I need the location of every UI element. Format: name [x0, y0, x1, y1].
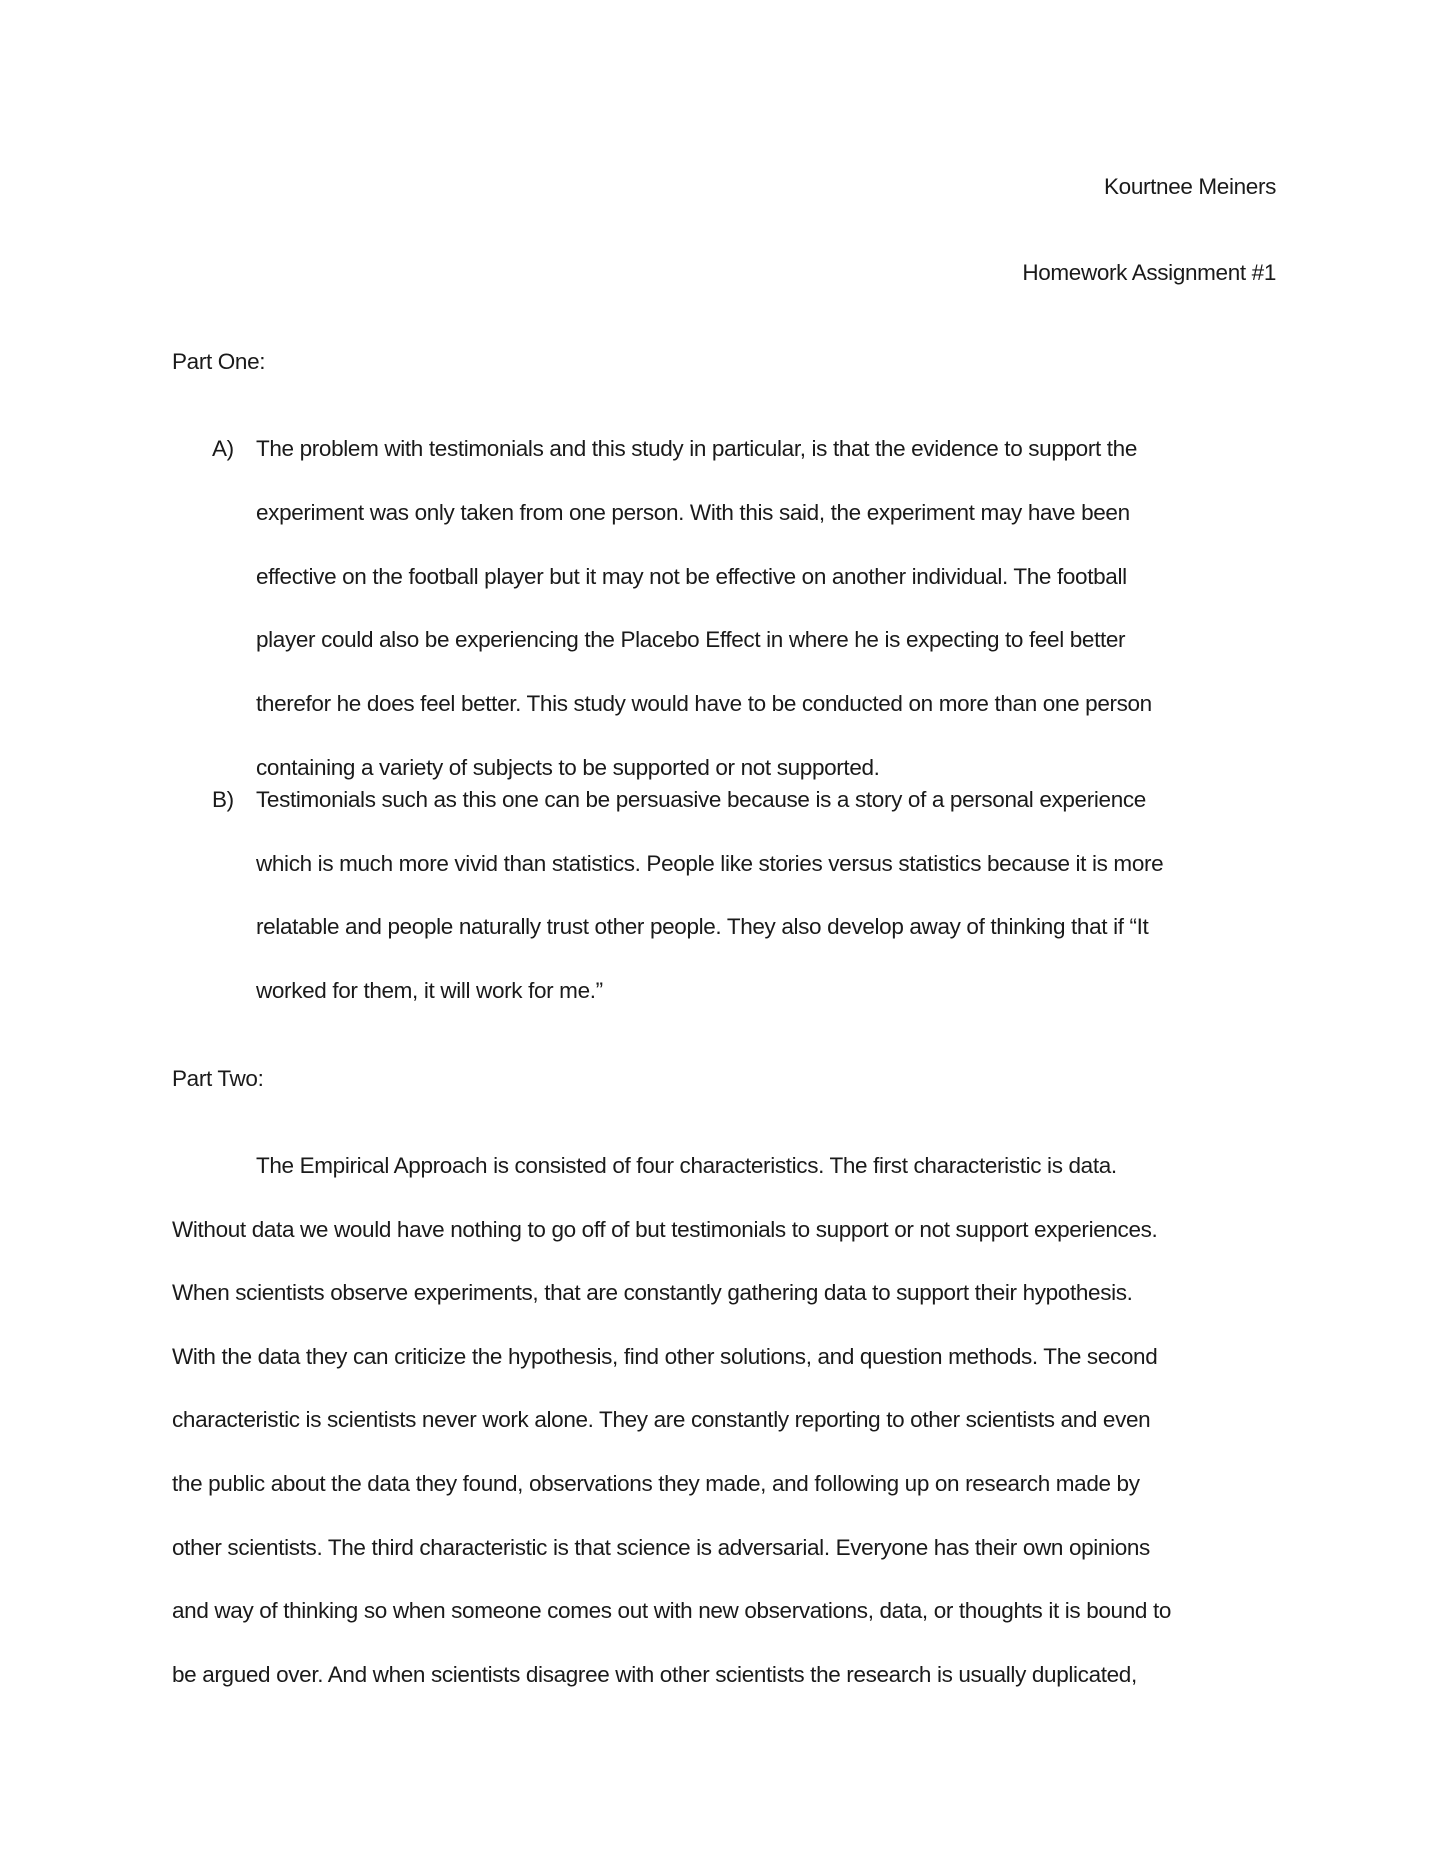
item-b-line-2: which is much more vivid than statistics. People like stories versus statistics because it is more — [256, 851, 1164, 876]
part-one-heading: Part One: — [172, 349, 266, 374]
item-a-line-2: experiment was only taken from one person. With this said, the experiment may have been — [256, 500, 1130, 525]
item-b-line-3: relatable and people naturally trust other people. They also develop away of thinking that if “It — [256, 914, 1149, 939]
item-b-line-4: worked for them, it will work for me.” — [256, 978, 603, 1003]
item-a-line-6: containing a variety of subjects to be supported or not supported. — [256, 755, 880, 780]
part-two-line-4: With the data they can criticize the hypothesis, find other solutions, and question methods. The second — [172, 1344, 1158, 1369]
list-marker-b: B) — [212, 787, 234, 812]
part-two-line-6: the public about the data they found, observations they made, and following up on research made by — [172, 1471, 1140, 1496]
part-two-line-3: When scientists observe experiments, that are constantly gathering data to support their hypothesis. — [172, 1280, 1133, 1305]
item-b-line-1: Testimonials such as this one can be persuasive because is a story of a personal experience — [256, 787, 1146, 812]
part-two-line-1: The Empirical Approach is consisted of four characteristics. The first characteristic is data. — [256, 1153, 1117, 1178]
author-name: Kourtnee Meiners — [1104, 174, 1276, 199]
part-two-line-7: other scientists. The third characteristic is that science is adversarial. Everyone has their own opinions — [172, 1535, 1150, 1560]
item-a-line-4: player could also be experiencing the Placebo Effect in where he is expecting to feel better — [256, 627, 1126, 652]
item-a-line-3: effective on the football player but it may not be effective on another individual. The football — [256, 564, 1127, 589]
part-two-line-8: and way of thinking so when someone comes out with new observations, data, or thoughts it is bound to — [172, 1598, 1172, 1623]
assignment-title: Homework Assignment #1 — [1022, 260, 1276, 285]
list-marker-a: A) — [212, 436, 234, 461]
item-a-line-5: therefor he does feel better. This study would have to be conducted on more than one person — [256, 691, 1152, 716]
item-a-line-1: The problem with testimonials and this study in particular, is that the evidence to support the — [256, 436, 1137, 461]
part-two-line-9: be argued over. And when scientists disagree with other scientists the research is usually duplicated, — [172, 1662, 1137, 1687]
part-two-heading: Part Two: — [172, 1066, 264, 1091]
part-two-line-2: Without data we would have nothing to go off of but testimonials to support or not support experiences. — [172, 1217, 1158, 1242]
part-two-line-5: characteristic is scientists never work alone. They are constantly reporting to other scientists and even — [172, 1407, 1151, 1432]
